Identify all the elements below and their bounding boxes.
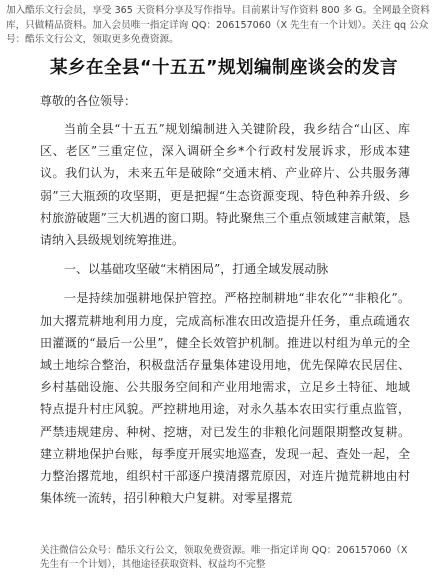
salutation: 尊敬的各位领导： [40,94,137,108]
section-heading: 一、以基础攻坚破“末梢困局”，打通全域发展动脉 [64,262,329,277]
intro-paragraph: 当前全县“十五五”规划编制进入关键阶段，我乡结合“山区、库区、老区”三重定位，深入调研全乡*个行政村发展诉求，形成本建议。我们认为，未来五年是破除“交通末梢、产业碎片、公共服务薄弱”三大瓶颈的攻坚期，更是把握“生态资源变现、特色种养升级、乡村旅游破题”三大机遇的窗口期。特此聚焦三个重点领域建言献策，恳请纳入县级规划统筹推进。 [40,122,410,248]
header-notice: 加入酷乐文行会员，享受 365 天资料分享及写作指导。目前累计写作资料 800 多 G。全网最全资料库，只做精品资料。加入会员唯一指定详询 QQ：206157060（X 先生有一个计划）。关注 qq 公众号：酷乐文行公文，领取更多免费资源。 [6,5,430,45]
document-body [40,118,410,509]
document-title: 某乡在全县“十五五”规划编制座谈会的发言 [49,58,398,78]
footer-notice: 关注微信公众号：酷乐文行公文，领取免费资源。唯一指定详询 QQ：206157060（X 先生有一个计划），其他途径获取资料、权益均不完整 [40,545,408,570]
section-paragraph: 一是持续加强耕地保护管控。严格控制耕地“非农化”“非粮化”。加大撂荒耕地利用力度，完成高标准农田改造提升任务，重点疏通农田灌溉的“最后一公里”，健全长效管护机制。推进以村组为单元的全域土地综合整治，积极盘活存量集体建设用地，优先保障农民居住、乡村基础设施、公共服务空间和产业用地需求，立足乡土特征、地域特点提升村庄风貌。严控耕地用途，对永久基本农田实行重点监管，严禁违规建房、种树、挖塘，对已发生的非粮化问题限期整改复耕。建立耕地保护台账，每季度开展实地巡查，发现一起、查处一起，全力整治撂荒地，组织村干部逐户摸清撂荒原因，对连片抛荒耕地由村集体统一流转，招引种粮大户复耕。对零星撂荒 [40,291,410,506]
